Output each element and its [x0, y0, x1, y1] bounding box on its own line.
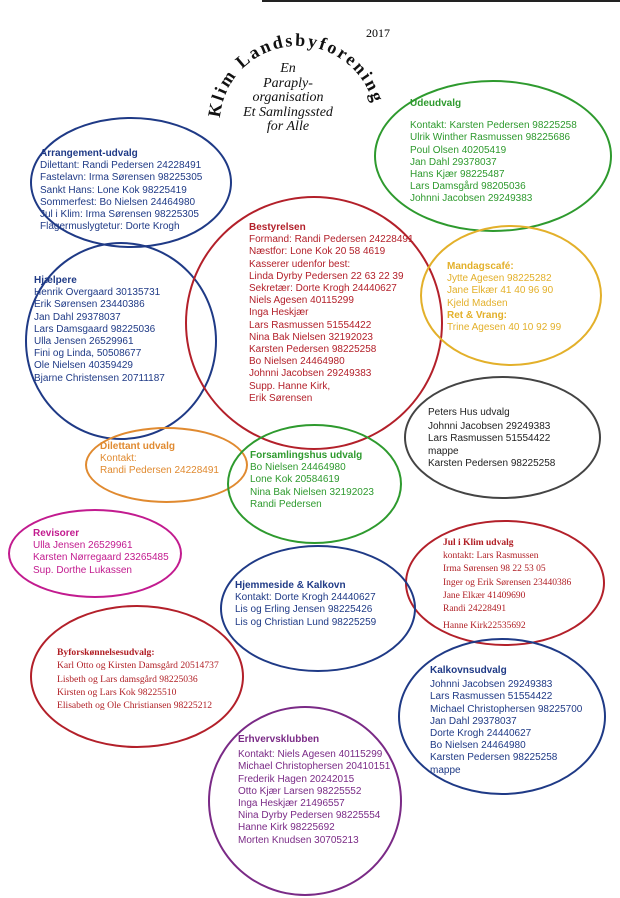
group-title: Byforskønnelsesudvalg: — [57, 647, 155, 658]
group-line: Fastelavn: Irma Sørensen 98225305 — [40, 172, 203, 184]
group-bestyrelsen — [249, 222, 414, 405]
group-line: Randi Pedersen 24228491 — [100, 465, 219, 477]
group-line: Ulla Jensen 26529961 — [34, 336, 134, 348]
group-line: Flagermuslygtetur: Dorte Krogh — [40, 221, 180, 233]
tagline-line: for Alle — [266, 119, 310, 134]
group-udeudvalg — [410, 98, 577, 206]
group-line: Kontakt: Niels Agesen 40115299 — [238, 749, 383, 761]
group-line: Inga Heskjær — [249, 307, 309, 319]
group-line: Irma Sørensen 98 22 53 05 — [443, 564, 546, 575]
group-line: Kontakt: Karsten Pedersen 98225258 — [410, 120, 577, 132]
group-line: Erik Sørensen 23440386 — [34, 299, 145, 311]
group-line: Karl Otto og Kirsten Damsgård 20514737 — [57, 660, 219, 672]
tagline-line: Et Samlingssted — [243, 104, 333, 120]
group-subtitle: Ret & Vrang: — [447, 309, 508, 321]
group-line: Trine Agesen 40 10 92 99 — [447, 322, 562, 334]
group-line: Jan Dahl 29378037 — [410, 156, 497, 168]
group-line: Sup. Dorthe Lukassen — [33, 564, 132, 576]
group-line: Lars Rasmussen 51554422 — [428, 433, 551, 445]
group-line: Karsten Pedersen 98225258 — [430, 752, 558, 764]
group-title: Mandagscafé: — [447, 261, 514, 272]
group-line: Henrik Overgaard 30135731 — [34, 287, 161, 299]
group-line: Lis og Erling Jensen 98225426 — [235, 604, 373, 616]
group-hjaelpere — [34, 275, 165, 385]
group-line: Formand: Randi Pedersen 24228491 — [249, 234, 414, 246]
group-line: Lars Damsgaard 98225036 — [34, 323, 156, 335]
group-line: Randi Pedersen — [250, 498, 322, 510]
group-line: Jul i Klim: Irma Sørensen 98225305 — [40, 209, 199, 221]
group-line: Erik Sørensen — [249, 392, 313, 404]
group-title: Hjemmeside & Kalkovn — [235, 580, 346, 591]
group-line: kontakt: Lars Rasmussen — [443, 551, 539, 562]
group-hjemmeside — [235, 580, 376, 629]
group-mandagscafe — [447, 261, 561, 334]
group-line: Michael Christophersen 20410151 — [238, 761, 391, 773]
group-line: Nina Bak Nielsen 32192023 — [249, 331, 373, 343]
group-line: Hanne Kirk22535692 — [443, 621, 526, 632]
group-line: Johnni Jacobsen 29249383 — [430, 679, 553, 691]
group-line: Dilettant: Randi Pedersen 24228491 — [40, 160, 202, 172]
group-title: Hjælpere — [34, 275, 77, 286]
group-line: Otto Kjær Larsen 98225552 — [238, 785, 362, 797]
group-line: Bo Nielsen 24464980 — [430, 740, 526, 752]
group-line: Lars Damsgård 98205036 — [410, 181, 526, 193]
group-line: Karsten Nørregaard 23265485 — [33, 552, 169, 564]
group-line: Inger og Erik Sørensen 23440386 — [443, 577, 572, 588]
tagline-line: En — [280, 61, 296, 76]
group-title: Udeudvalg — [410, 98, 462, 109]
group-revisorer — [33, 528, 169, 577]
title-text: Klim Landsbyforening — [203, 29, 389, 119]
group-title: Revisorer — [33, 528, 80, 539]
group-line: Ulrik Winther Rasmussen 98225686 — [410, 132, 571, 144]
group-line: Sommerfest: Bo Nielsen 24464980 — [40, 196, 196, 208]
tagline-line: organisation — [252, 90, 324, 105]
group-title: Erhvervsklubben — [238, 734, 320, 745]
group-line: Jane Elkær 41 40 96 90 — [447, 285, 554, 297]
group-line: Hanne Kirk 98225692 — [238, 822, 335, 834]
group-forsamlingshus — [250, 450, 374, 511]
group-title: Dilettant udvalg — [100, 441, 176, 452]
group-line: Michael Christophersen 98225700 — [430, 703, 583, 715]
group-line: Bo Nielsen 24464980 — [250, 462, 346, 474]
group-line: Kjeld Madsen — [447, 297, 508, 309]
group-title: Jul i Klim udvalg — [443, 538, 514, 548]
group-line: Jytte Agesen 98225282 — [447, 273, 552, 285]
group-dilettant — [100, 441, 219, 478]
group-line: Kontakt: — [100, 453, 137, 465]
group-line: Elisabeth og Ole Christiansen 98225212 — [57, 700, 213, 712]
group-line: Johnni Jacobsen 29249383 — [410, 193, 533, 205]
group-title: Bestyrelsen — [249, 222, 306, 233]
group-byforskonnelse — [57, 646, 219, 712]
group-line: Morten Knudsen 30705213 — [238, 834, 359, 846]
group-line: Lisbeth og Lars damsgård 98225036 — [57, 673, 198, 685]
group-line: Kirsten og Lars Kok 98225510 — [57, 686, 177, 698]
group-line: Randi 24228491 — [443, 604, 507, 615]
group-line: Lone Kok 20584619 — [250, 474, 340, 486]
group-line: Lars Rasmussen 51554422 — [430, 691, 553, 703]
group-line: Nina Bak Nielsen 32192023 — [250, 486, 374, 498]
group-line: Frederik Hagen 20242015 — [238, 773, 355, 785]
group-title: Forsamlingshus udvalg — [250, 450, 363, 461]
year-label: 2017 — [366, 26, 390, 40]
group-line: Ulla Jensen 26529961 — [33, 540, 133, 552]
group-line: Karsten Pedersen 98225258 — [249, 344, 377, 356]
group-line: Johnni Jacobsen 29249383 — [428, 421, 551, 433]
group-title: Arrangement-udvalg — [40, 148, 138, 159]
group-line: Poul Olsen 40205419 — [410, 144, 507, 156]
group-line: Jane Elkær 41409690 — [443, 590, 526, 601]
group-line: Niels Agesen 40115299 — [249, 295, 354, 307]
group-line: Kasserer udenfor best: — [249, 258, 351, 270]
group-line: Kontakt: Dorte Krogh 24440627 — [235, 592, 376, 604]
group-line: Sekretær: Dorte Krogh 24440627 — [249, 283, 397, 295]
group-line: Jan Dahl 29378037 — [430, 715, 517, 727]
group-line: Bo Nielsen 24464980 — [249, 356, 345, 368]
group-title: Kalkovnsudvalg — [430, 665, 507, 676]
group-line: mappe — [430, 764, 461, 776]
group-arrangement — [40, 148, 202, 233]
group-line: Lis og Christian Lund 98225259 — [235, 616, 377, 628]
group-line: Dorte Krogh 24440627 — [430, 728, 532, 740]
group-peters-hus — [428, 407, 555, 470]
group-jul-i-klim — [443, 537, 571, 633]
tagline — [218, 62, 358, 135]
group-line: Inga Heskjær 21496557 — [238, 798, 345, 810]
group-line: Hans Kjær 98225487 — [410, 169, 505, 181]
group-line: Lars Rasmussen 51554422 — [249, 319, 372, 331]
group-line: Karsten Pedersen 98225258 — [428, 457, 556, 469]
group-line: Nina Dyrby Pedersen 98225554 — [238, 810, 381, 822]
group-line: Supp. Hanne Kirk, — [249, 380, 331, 392]
group-line: Fini og Linda, 50508677 — [34, 348, 142, 360]
tagline-line: Paraply- — [263, 75, 313, 91]
group-line: Sankt Hans: Lone Kok 98225419 — [40, 184, 187, 196]
group-line: Næstfor: Lone Kok 20 58 4619 — [249, 246, 386, 258]
group-line: Linda Dyrby Pedersen 22 63 22 39 — [249, 270, 404, 282]
group-line: mappe — [428, 445, 459, 457]
group-line: Jan Dahl 29378037 — [34, 311, 121, 323]
group-line: Bjarne Christensen 20711187 — [34, 372, 165, 384]
group-line: Johnni Jacobsen 29249383 — [249, 368, 372, 380]
group-erhvervsklubben — [238, 734, 390, 847]
group-kalkovn — [430, 665, 582, 777]
group-line: Ole Nielsen 40359429 — [34, 360, 133, 372]
group-title: Peters Hus udvalg — [428, 407, 510, 418]
